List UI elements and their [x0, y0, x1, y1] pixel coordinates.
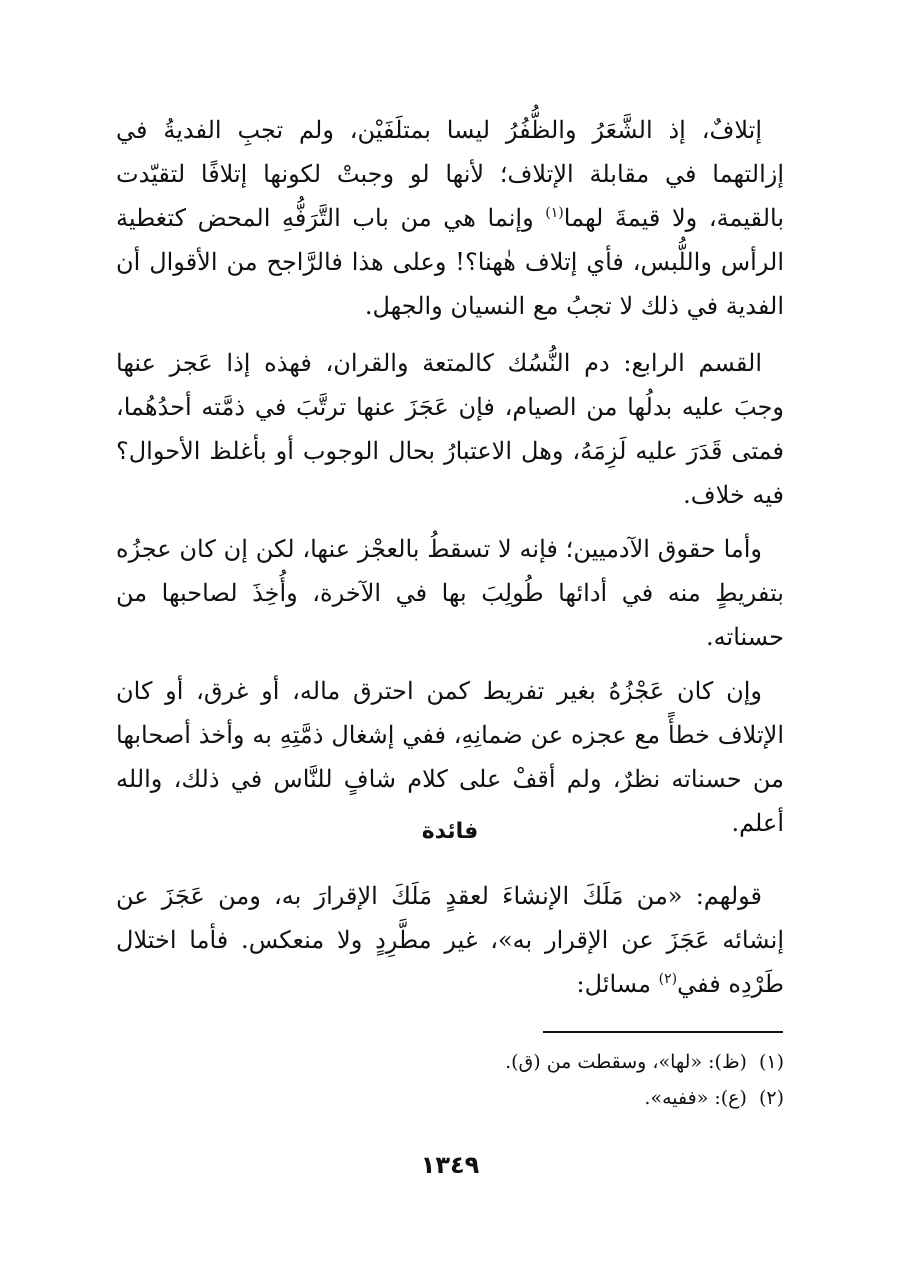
paragraph-2: [116, 341, 784, 517]
paragraph-2-text: القسم الرابع: دم النُّسُك كالمتعة والقران، فهذه إذا عَجز عنها وجبَ عليه بدلُها من الصيام، فإن عَجَزَ عنها ترتَّبَ في ذمَّته أحدُهُما، فمتى قَدَرَ عليه لَزِمَهُ، وهل الاعتبارُ بحال الوجوب أو بأغلظ الأحوال؟ فيه خلاف.: [116, 349, 785, 509]
footnote-2-number: (٢): [758, 1087, 784, 1109]
paragraph-3-text: وأما حقوق الآدميين؛ فإنه لا تسقطُ بالعجْز عنها، لكن إن كان عجزُه بتفريطٍ منه في أدائها طُولِبَ بها في الآخرة، وأُخِذَ لصاحبها من حسناته.: [116, 535, 784, 651]
footnote-2: [116, 1080, 784, 1116]
paragraph-1: [116, 108, 784, 328]
footnote-2-text: (ع): «ففيه».: [644, 1087, 747, 1109]
paragraph-3: [116, 527, 784, 659]
footnote-ref-1: (١): [545, 205, 564, 221]
paragraph-5-end: مسائل:: [576, 970, 652, 998]
paragraph-1-continuation: وإنما هي من باب التَّرَفُّهِ المحض كتغطية الرأس واللُّبس، فأي إتلاف هٰهنا؟! وعلى هذا فالرَّاجح من الأقوال أن الفدية في ذلك لا تجبُ مع النسيان والجهل.: [116, 204, 785, 320]
section-heading: فائدة: [421, 819, 479, 844]
footnotes: [116, 1044, 784, 1116]
footnote-1-text: (ظ): «لها»، وسقطت من (ق).: [505, 1051, 747, 1073]
paragraph-4-text: وإن كان عَجْزُهُ بغير تفريط كمن احترق ماله، أو غرق، أو كان الإتلاف خطأً مع عجزه عن ضمانِهِ، ففي إشغال ذمَّتِهِ به وأخذ أصحابها من حسناته نظرٌ، ولم أقفْ على كلام شافٍ للنَّاس في ذلك، والله أعلم.: [116, 677, 784, 837]
paragraph-5: [116, 874, 784, 1006]
footnote-divider: [543, 1031, 783, 1033]
paragraph-1-text: إتلافٌ، إذ الشَّعَرُ والظُّفُرُ ليسا بمتلَفَيْن، ولم تجبِ الفديةُ في إزالتهما في مقابلة الإتلاف؛ لأنها لو وجبتْ لكونها إتلافًا لتقيّدت بالقيمة، ولا قيمةَ لهما: [116, 116, 785, 232]
footnote-1-number: (١): [758, 1051, 784, 1073]
footnote-1: [116, 1044, 784, 1080]
paragraph-5-text: قولهم: «من مَلَكَ الإنشاءَ لعقدٍ مَلَكَ الإقرارَ به، ومن عَجَزَ عن إنشائه عَجَزَ عن الإقرار به»، غير مطَّرِدٍ ولا منعكس. فأما اختلال طَرْدِه ففي: [116, 882, 784, 998]
footnote-ref-2: (٢): [658, 971, 678, 987]
page-number: ١٣٤٩: [420, 1151, 480, 1179]
